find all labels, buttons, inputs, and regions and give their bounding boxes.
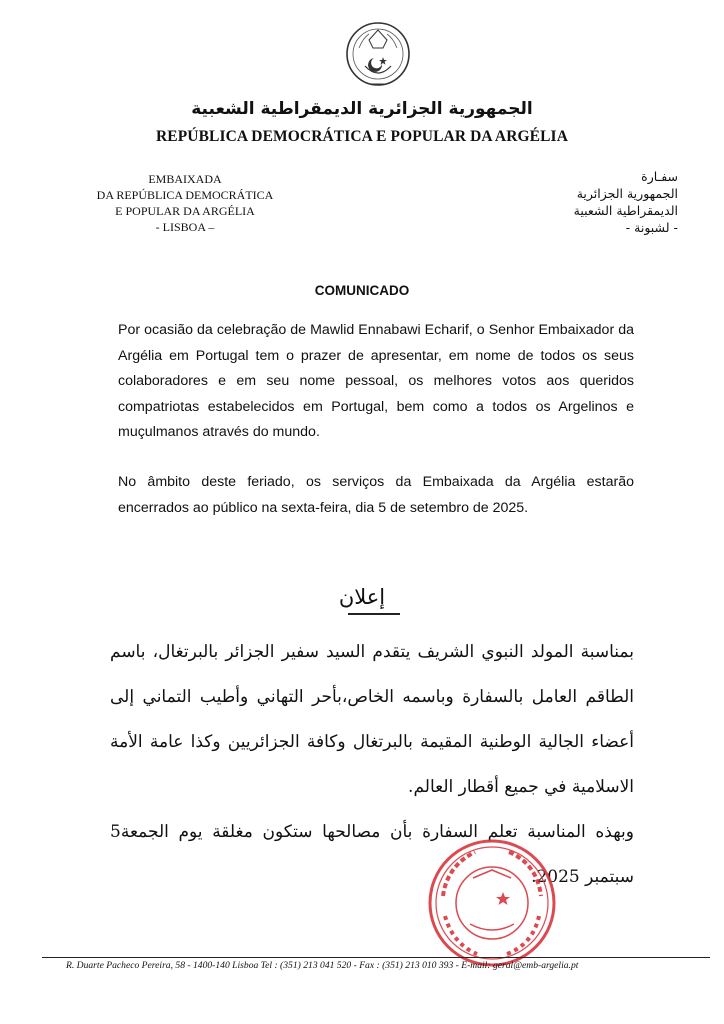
algeria-national-emblem-icon bbox=[345, 18, 411, 94]
embassy-ar-line: سفـارة bbox=[641, 169, 678, 184]
embassy-ar-line: - لشبونة - bbox=[625, 220, 678, 235]
embassy-seal-stamp-icon bbox=[425, 836, 559, 970]
embassy-pt-line: E POPULAR DA ARGÉLIA bbox=[115, 204, 255, 218]
republic-title-arabic: الجمهورية الجزائرية الديمقراطية الشعبية bbox=[191, 99, 533, 119]
embassy-pt-line: DA REPÚBLICA DEMOCRÁTICA bbox=[96, 188, 274, 202]
embassy-pt-line: EMBAIXADA bbox=[148, 172, 222, 186]
embassy-ar-line: الجمهورية الجزائرية bbox=[576, 186, 678, 201]
republic-title-portuguese: REPÚBLICA DEMOCRÁTICA E POPULAR DA ARGÉLIA bbox=[156, 128, 568, 145]
announcement-paragraph-1-arabic: بمناسبة المولد النبوي الشريف يتقدم السيد سفير الجزائر بالبرتغال، باسم الطاقم العامل بالسفارة وباسمه الخاص،بأحر التهاني وأطيب التماني إلى أعضاء الجالية الوطنية المقيمة بالبرتغال وكافة الجزائريين وكذا عامة الأمة الاسلامية في جميع أقطار العالم. bbox=[110, 642, 634, 797]
communique-paragraph-1: Por ocasião da celebração de Mawlid Ennabawi Echarif, o Senhor Embaixador da Argélia em Portugal tem o prazer de apresentar, em nome de todos os seus colaboradores e em seu nome pessoal, os melhores votos aos queridos compatriotas estabelecidos em Portugal, bem como a todos os Argelinos e muçulmanos através do mundo. bbox=[118, 322, 634, 441]
footer-contact: R. Duarte Pacheco Pereira, 58 - 1400-140 Lisboa Tel : (351) 213 041 520 - Fax : (351) 213 010 393 - E-mail: geral@emb-argelia.pt bbox=[66, 960, 579, 971]
announcement-title-underline bbox=[348, 613, 400, 615]
embassy-ar-line: الديمقراطية الشعبية bbox=[573, 203, 678, 218]
announcement-paragraph-2-arabic: وبهذه المناسبة تعلم السفارة بأن مصالحها ستكون مغلقة يوم الجمعة5 سبتمبر 2025. bbox=[110, 822, 634, 887]
embassy-name-arabic bbox=[548, 168, 678, 236]
embassy-name-portuguese bbox=[85, 171, 285, 235]
announcement-title-arabic: إعلان bbox=[338, 585, 386, 609]
footer-divider bbox=[42, 957, 710, 958]
communique-paragraph-2: No âmbito deste feriado, os serviços da Embaixada da Argélia estarão encerrados ao público na sexta-feira, dia 5 de setembro de 2025. bbox=[118, 474, 634, 516]
embassy-pt-line: - LISBOA – bbox=[155, 220, 215, 234]
communique-title: COMUNICADO bbox=[314, 283, 410, 298]
